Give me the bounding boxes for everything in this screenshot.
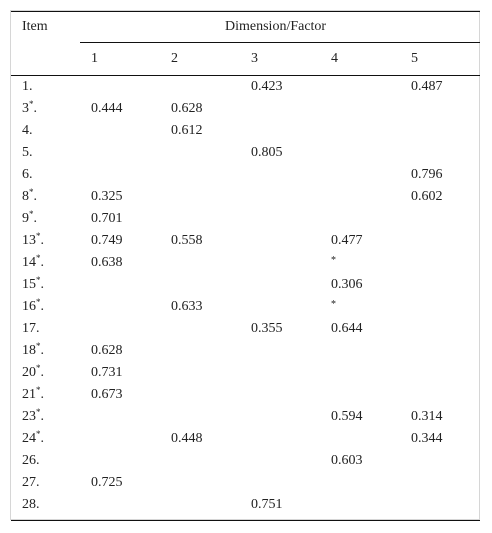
factor-loading-cell: 0.701 [91,211,123,226]
table-row-item-label [22,431,44,447]
item-period: . [33,211,37,226]
item-number: 4. [22,123,33,138]
factor-loading-cell: 0.644 [331,321,363,336]
table-row-item-label [22,365,44,381]
table-row-item-label [22,211,37,227]
item-period: . [33,189,37,204]
item-number: 15 [22,277,36,292]
item-period: . [40,431,44,446]
factor-loading-cell: 0.628 [91,343,123,358]
item-number: 3 [22,101,29,116]
asterisk-marker: * [36,275,41,285]
item-number: 6. [22,167,33,182]
asterisk-marker: * [29,187,34,197]
table-row-item-label [22,497,40,513]
asterisk-marker: * [36,407,41,417]
table-row-item-label [22,167,33,183]
factor-loading-cell: 0.558 [171,233,203,248]
factor-loading-cell: 0.751 [251,497,283,512]
item-period: . [33,101,37,116]
item-column-header: Item [22,19,48,34]
factor-header-2: 2 [171,51,178,66]
table-row-item-label [22,145,33,161]
item-number: 20 [22,365,36,380]
item-number: 16 [22,299,36,314]
factor-loading-cell: 0.487 [411,79,443,94]
item-number: 27. [22,475,40,490]
factor-loading-cell: 0.306 [331,277,363,292]
item-number: 1. [22,79,33,94]
table-row-item-label [22,475,40,491]
group-header-rule [80,42,480,43]
factor-loading-cell: 0.355 [251,321,283,336]
table-row-item-label [22,79,33,95]
item-period: . [40,299,44,314]
factor-loading-cell: 0.594 [331,409,363,424]
item-number: 13 [22,233,36,248]
factor-loading-cell: 0.633 [171,299,203,314]
item-number: 21 [22,387,36,402]
table-row-item-label [22,299,44,315]
factor-loading-cell: 0.749 [91,233,123,248]
table-row-item-label [22,255,44,271]
factor-loading-cell: 0.731 [91,365,123,380]
table-row-item-label [22,277,44,293]
factor-loading-cell: 0.344 [411,431,443,446]
item-period: . [40,233,44,248]
item-period: . [40,365,44,380]
table-row-item-label [22,123,33,139]
table-row-item-label [22,387,44,403]
factor-loading-cell: * [331,255,336,266]
factor-loading-cell: 0.673 [91,387,123,402]
factor-header-5: 5 [411,51,418,66]
asterisk-marker: * [36,231,41,241]
item-period: . [40,343,44,358]
factor-loading-cell: 0.638 [91,255,123,270]
table-row-item-label [22,453,40,469]
factor-loading-cell: 0.477 [331,233,363,248]
item-number: 8 [22,189,29,204]
header-bottom-rule [11,75,480,76]
item-number: 14 [22,255,36,270]
asterisk-marker: * [36,385,41,395]
bottom-rule [11,520,480,521]
item-number: 9 [22,211,29,226]
item-number: 26. [22,453,40,468]
top-rule [11,11,480,12]
table-row-item-label [22,409,44,425]
table-row-item-label [22,321,40,337]
factor-loading-cell: 0.725 [91,475,123,490]
factor-loading-cell: 0.325 [91,189,123,204]
factor-loading-cell: 0.314 [411,409,443,424]
item-number: 5. [22,145,33,160]
item-number: 23 [22,409,36,424]
factor-loading-cell: 0.796 [411,167,443,182]
asterisk-marker: * [29,209,34,219]
factor-header-4: 4 [331,51,338,66]
factor-loading-cell: 0.423 [251,79,283,94]
item-number: 18 [22,343,36,358]
factor-loading-cell: 0.444 [91,101,123,116]
factor-loading-cell: 0.612 [171,123,203,138]
asterisk-marker: * [36,253,41,263]
table-row-item-label [22,101,37,117]
factor-header-1: 1 [91,51,98,66]
dimension-factor-header: Dimension/Factor [225,19,327,34]
factor-loading-cell: 0.628 [171,101,203,116]
item-period: . [40,277,44,292]
factor-loading-cell: 0.448 [171,431,203,446]
item-period: . [40,387,44,402]
item-number: 24 [22,431,36,446]
table-frame [10,10,480,520]
item-number: 17. [22,321,40,336]
table-row-item-label [22,233,44,249]
item-period: . [40,409,44,424]
factor-loading-cell: * [331,299,336,310]
item-period: . [40,255,44,270]
item-number: 28. [22,497,40,512]
asterisk-marker: * [36,429,41,439]
factor-loading-cell: 0.602 [411,189,443,204]
asterisk-marker: * [36,341,41,351]
factor-loading-cell: 0.805 [251,145,283,160]
asterisk-marker: * [36,297,41,307]
factor-header-3: 3 [251,51,258,66]
asterisk-marker: * [29,99,34,109]
asterisk-marker: * [36,363,41,373]
factor-loading-cell: 0.603 [331,453,363,468]
table-row-item-label [22,189,37,205]
table-row-item-label [22,343,44,359]
